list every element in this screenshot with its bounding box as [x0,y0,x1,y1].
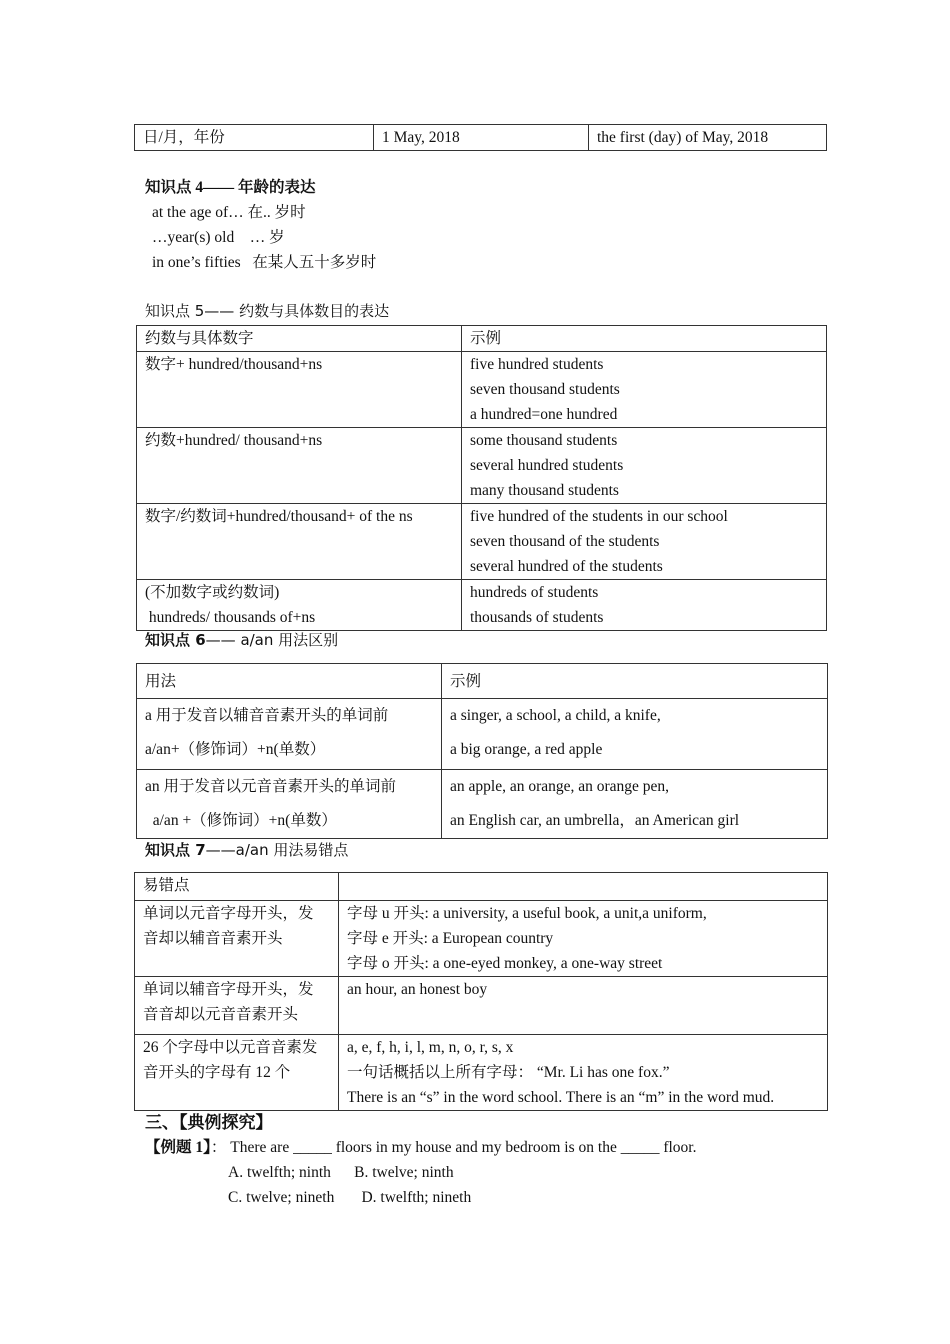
kp7-title-rest: ——a/an 用法易错点 [205,841,349,859]
kp7-example: a, e, f, h, i, l, m, n, o, r, s, x [347,1039,514,1056]
kp4-line: in one’s fifties 在某人五十多岁时 [152,254,377,271]
kp7-header: 易错点 [135,873,339,901]
kp6-rule: an 用于发音以元音音素开头的单词前 [145,778,397,795]
section-title: 三、【典例探究】 [145,1113,273,1132]
kp5-example: seven thousand of the students [470,533,660,550]
kp4-title: 知识点 4—— 年龄的表达 [145,179,316,196]
kp7-table [134,872,828,1111]
kp7-example: an hour, an honest boy [347,981,488,998]
kp5-rule: 数字/约数词+hundred/thousand+ of the ns [145,508,413,525]
example-question [145,1135,697,1160]
kp6-table [136,663,828,839]
example-label: 【例题 1】 [145,1139,211,1156]
table-cell: 1 May, 2018 [374,125,589,151]
table-row [135,901,828,977]
kp7-rule: 单词以辅音字母开头，发 [143,981,314,998]
table-row [137,504,827,580]
table-row [137,770,828,839]
kp5-table [136,325,827,631]
kp5-header: 约数与具体数字 [137,326,462,352]
kp5-rule: 约数+hundred/ thousand+ns [145,432,323,449]
kp5-rule: (不加数字或约数词) [145,584,280,601]
example-colon: ： [210,1139,227,1156]
kp6-example: an English car, an umbrella，an American girl [450,812,740,829]
answer-options: C. twelve; nineth D. twelfth; nineth [228,1189,472,1206]
kp4-line: at the age of… 在.. 岁时 [152,204,306,221]
kp7-header [339,873,828,901]
kp7-rule: 音音却以元音音素开头 [143,1006,299,1023]
kp4-line: …year(s) old … 岁 [152,229,285,246]
kp5-example: a hundred=one hundred [470,406,618,423]
kp7-rule: 音开头的字母有 12 个 [143,1064,291,1081]
table-row [137,428,827,504]
question-text: There are _____ floors in my house and my bedroom is on the _____ floor. [230,1139,697,1156]
table-row [137,352,827,428]
kp5-example: several hundred of the students [470,558,663,575]
kp6-header: 用法 [137,664,442,699]
kp6-title-bold: 知识点 6 [145,631,206,649]
kp6-example: a big orange, a red apple [450,741,603,758]
date-format-table [134,124,827,151]
kp5-title: 知识点 5—— 约数与具体数目的表达 [145,302,390,320]
kp5-example: thousands of students [470,609,604,626]
kp7-example: 一句话概括以上所有字母： “Mr. Li has one fox.” [347,1064,670,1081]
kp7-rule: 单词以元音字母开头，发 [143,905,314,922]
kp7-title [145,838,348,863]
kp6-example: a singer, a school, a child, a knife, [450,707,661,724]
answer-options: A. twelfth; ninth B. twelve; ninth [228,1164,454,1181]
table-row [137,699,828,770]
kp7-example: 字母 o 开头: a one-eyed monkey, a one-way street [347,955,663,972]
kp5-example: hundreds of students [470,584,599,601]
kp5-rule: 数字+ hundred/thousand+ns [145,356,323,373]
kp7-rule: 音却以辅音音素开头 [143,930,283,947]
kp5-rule: hundreds/ thousands of+ns [145,609,316,626]
kp6-example: an apple, an orange, an orange pen, [450,778,670,795]
kp7-example: 字母 e 开头: a European country [347,930,554,947]
kp5-example: several hundred students [470,457,624,474]
kp7-title-bold: 知识点 7 [145,841,206,859]
table-row [135,1035,828,1111]
kp7-rule: 26 个字母中以元音音素发 [143,1039,318,1056]
kp5-example: seven thousand students [470,381,620,398]
kp6-rule: a/an +（修饰词）+n(单数） [145,812,337,829]
table-cell: 日/月，年份 [135,125,374,151]
kp5-example: some thousand students [470,432,618,449]
kp6-rule: a 用于发音以辅音音素开头的单词前 [145,707,389,724]
kp5-example: many thousand students [470,482,619,499]
table-row [135,977,828,1035]
kp6-title [145,628,338,653]
kp5-example: five hundred of the students in our school [470,508,728,525]
table-row [137,580,827,631]
kp5-example: five hundred students [470,356,604,373]
kp7-example: There is an “s” in the word school. There is an “m” in the word mud. [347,1089,775,1106]
kp6-title-rest: —— a/an 用法区别 [205,631,339,649]
kp7-example: 字母 u 开头: a university, a useful book, a unit,a uniform, [347,905,707,922]
kp5-header: 示例 [462,326,827,352]
kp6-rule: a/an+（修饰词）+n(单数） [145,741,326,758]
kp6-header: 示例 [442,664,828,699]
table-cell: the first (day) of May, 2018 [589,125,827,151]
